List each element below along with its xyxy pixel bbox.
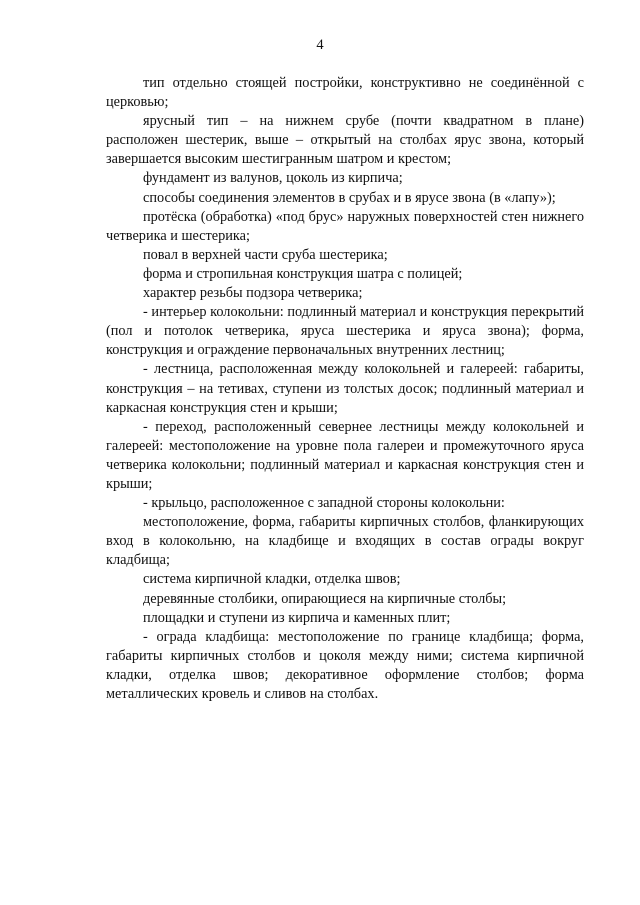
paragraph: тип отдельно стоящей постройки, конструктивно не соединённой с церковью; xyxy=(106,75,584,111)
body-text xyxy=(106,74,584,704)
paragraph: - ограда кладбища: местоположение по границе кладбища; форма, габариты кирпичных столбов и цоколя между ними; система кирпичной кладки, отделка швов; декоративное оформление столбов; форма металлических кровель и сливов на столбах. xyxy=(106,628,584,702)
paragraph: форма и стропильная конструкция шатра с полицей; xyxy=(143,265,463,282)
paragraph: ярусный тип – на нижнем срубе (почти квадратном в плане) расположен шестерик, выше – открытый на столбах ярус звона, который завершается высоким шестигранным шатром и крестом; xyxy=(106,113,584,168)
paragraph: способы соединения элементов в срубах и в ярусе звона (в «лапу»); xyxy=(143,189,556,206)
paragraph: протёска (обработка) «под брус» наружных поверхностей стен нижнего четверика и шестерика; xyxy=(106,208,584,244)
paragraph: площадки и ступени из кирпича и каменных плит; xyxy=(143,609,451,626)
page-number: 4 xyxy=(316,37,324,53)
paragraph: фундамент из валунов, цоколь из кирпича; xyxy=(143,170,403,187)
paragraph: - интерьер колокольни: подлинный материал и конструкция перекрытий (пол и потолок четверика, яруса шестерика и яруса звона); форма, конструкция и ограждение первоначальных внутренних лестниц; xyxy=(106,304,584,359)
paragraph: деревянные столбики, опирающиеся на кирпичные столбы; xyxy=(143,590,507,607)
paragraph: местоположение, форма, габариты кирпичных столбов, фланкирующих вход в колокольню, на кладбище и входящих в состав ограды вокруг кладбища; xyxy=(106,514,584,569)
paragraph: - крыльцо, расположенное с западной стороны колокольни: xyxy=(143,495,505,512)
paragraph: - переход, расположенный севернее лестницы между колокольней и галереей: местоположение на уровне пола галереи и промежуточного яруса четверика колокольни; подлинный материал и каркасная конструкция стен и крыши; xyxy=(106,418,584,492)
paragraph: повал в верхней части сруба шестерика; xyxy=(143,246,388,263)
paragraph: характер резьбы подзора четверика; xyxy=(143,285,363,302)
paragraph: система кирпичной кладки, отделка швов; xyxy=(143,571,401,588)
paragraph: - лестница, расположенная между колокольней и галереей: габариты, конструкция – на тетивах, ступени из толстых досок; подлинный материал и каркасная конструкция стен и крыши; xyxy=(106,361,584,416)
